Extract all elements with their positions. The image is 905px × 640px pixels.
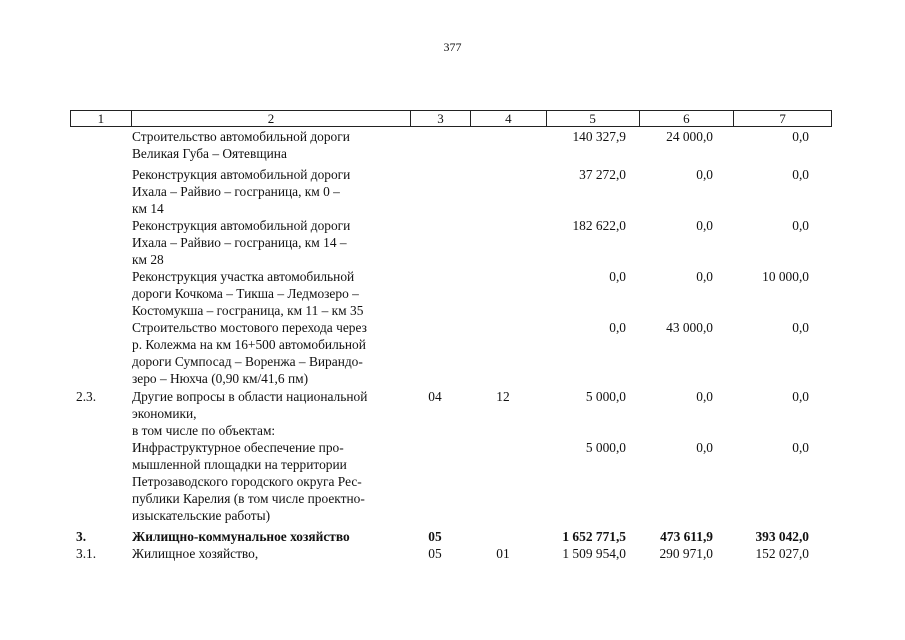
row-amount-3-cell: 152 027,0 <box>755 546 809 561</box>
row-amount-2-cell: 43 000,0 <box>666 320 713 335</box>
row-amount-1-cell: 182 622,0 <box>572 218 626 233</box>
row-name-cell: Инфраструктурное обеспечение про- мышленной площадки на территории Петрозаводского городского округа Рес- публики Карелия (в том числе проектно- изыскательские работы) <box>132 440 365 523</box>
row-name-cell: Другие вопросы в области национальной экономики, в том числе по объектам: <box>132 389 368 438</box>
row-name-cell: Реконструкция автомобильной дороги Ихала – Райвио – госграница, км 0 – км 14 <box>132 167 351 216</box>
row-amount-1-cell: 140 327,9 <box>572 129 626 144</box>
row-amount-3-cell: 0,0 <box>792 129 809 144</box>
row-amount-2-cell: 0,0 <box>696 167 713 182</box>
row-amount-3-cell: 10 000,0 <box>762 269 809 284</box>
header-col-6: 6 <box>640 111 735 126</box>
row-amount-1-cell: 5 000,0 <box>585 440 626 455</box>
header-col-1: 1 <box>71 111 132 126</box>
row-amount-3-cell: 0,0 <box>792 440 809 455</box>
table-row <box>0 545 905 562</box>
table-row <box>0 528 905 545</box>
row-subsection-cell: 01 <box>496 546 510 561</box>
row-amount-1-cell: 5 000,0 <box>585 389 626 404</box>
table-row <box>0 217 905 268</box>
row-section-cell: 04 <box>428 389 442 404</box>
row-amount-1-cell: 1 652 771,5 <box>562 529 626 544</box>
row-name-cell: Строительство мостового перехода через р. Колежма на км 16+500 автомобильной дороги Сумпосад – Воренжа – Вирандо- зеро – Нюхча (0,90 км/41,6 пм) <box>132 320 367 386</box>
row-section-cell: 05 <box>428 529 442 544</box>
row-amount-1-cell: 1 509 954,0 <box>562 546 626 561</box>
header-col-4: 4 <box>471 111 547 126</box>
row-amount-2-cell: 290 971,0 <box>659 546 713 561</box>
table-header <box>70 110 832 127</box>
table-row <box>0 439 905 524</box>
row-section-cell: 05 <box>428 546 442 561</box>
row-amount-2-cell: 0,0 <box>696 389 713 404</box>
row-amount-2-cell: 24 000,0 <box>666 129 713 144</box>
row-amount-3-cell: 0,0 <box>792 389 809 404</box>
row-amount-2-cell: 0,0 <box>696 440 713 455</box>
row-amount-3-cell: 0,0 <box>792 167 809 182</box>
row-number-cell: 2.3. <box>76 389 97 404</box>
row-name-cell: Реконструкция автомобильной дороги Ихала – Райвио – госграница, км 14 – км 28 <box>132 218 351 267</box>
table-row <box>0 166 905 217</box>
page-number: 377 <box>443 40 462 54</box>
header-col-7: 7 <box>779 111 786 126</box>
row-amount-2-cell: 0,0 <box>696 218 713 233</box>
row-name-cell: Строительство автомобильной дороги Великая Губа – Оятевщина <box>132 129 350 161</box>
row-amount-1-cell: 0,0 <box>609 320 626 335</box>
table-row <box>0 388 905 439</box>
row-amount-3-cell: 0,0 <box>792 320 809 335</box>
row-subsection-cell: 12 <box>496 389 510 404</box>
row-amount-3-cell: 393 042,0 <box>755 529 809 544</box>
row-name-cell: Реконструкция участка автомобильной дороги Кочкома – Тикша – Ледмозеро – Костомукша – госграница, км 11 – км 35 <box>132 269 364 318</box>
row-number-cell: 3.1. <box>76 546 97 561</box>
row-amount-2-cell: 0,0 <box>696 269 713 284</box>
row-number-cell: 3. <box>76 529 87 544</box>
header-col-3: 3 <box>411 111 471 126</box>
row-amount-2-cell: 473 611,9 <box>660 529 713 544</box>
row-amount-1-cell: 0,0 <box>609 269 626 284</box>
header-col-5: 5 <box>547 111 640 126</box>
row-name-cell: Жилищно-коммунальное хозяйство <box>132 529 350 544</box>
table-row <box>0 268 905 319</box>
row-name-cell: Жилищное хозяйство, <box>132 546 259 561</box>
table-row <box>0 128 905 162</box>
header-col-2: 2 <box>132 111 411 126</box>
row-amount-1-cell: 37 272,0 <box>579 167 626 182</box>
row-amount-3-cell: 0,0 <box>792 218 809 233</box>
table-row <box>0 319 905 387</box>
